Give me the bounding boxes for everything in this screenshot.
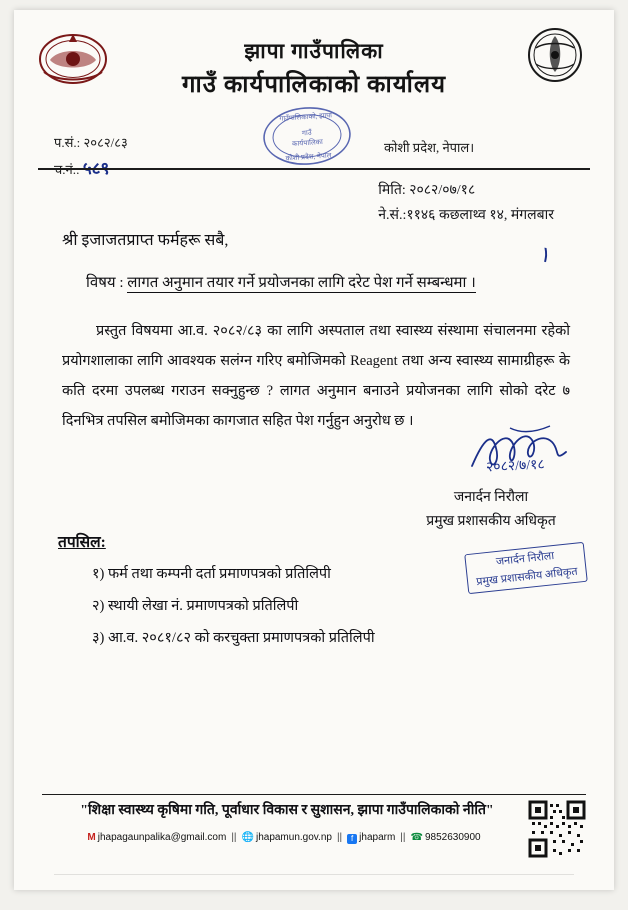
province-text: कोशी प्रदेश, नेपाल। bbox=[384, 140, 475, 155]
phone-icon: ☎ bbox=[410, 832, 423, 843]
facebook-icon: f bbox=[347, 834, 357, 844]
contact-separator-3: || bbox=[400, 832, 406, 843]
gregorian-date-line bbox=[378, 178, 554, 203]
office-name: गाउँ कार्यपालिकाको कार्यालय bbox=[181, 72, 447, 98]
ref-label-2: च.नं.: bbox=[54, 162, 80, 177]
date-value: २०८२/०७/१८ bbox=[409, 183, 476, 198]
nepal-emblem-right-icon bbox=[518, 24, 592, 86]
reference-line-1 bbox=[54, 132, 128, 154]
reference-block bbox=[54, 132, 128, 181]
letter-body: प्रस्तुत विषयमा आ.व. २०८२/८३ का लागि अस्पताल तथा स्वास्थ्य संस्थामा संचालनमा रहेको प्रयोगशालाका लागि आवश्यक सलंग्न गरिए बमोजिमको Reagent तथा अन्य स्वास्थ्य सामाग्रीहरू के कति दरमा उपलब्ध गराउन सक्नुहुन्छ ? लागत अनुमान बनाउने प्रयोजनका लागि सोको दरेट ७ दिनभित्र तपसिल बमोजिमका कागजात सहित पेश गर्नुहुन अनुरोध छ । bbox=[62, 323, 570, 429]
officer-blue-stamp bbox=[464, 542, 588, 594]
date-block bbox=[378, 178, 554, 228]
subject-line bbox=[86, 272, 476, 292]
date-label: मिति: bbox=[378, 183, 406, 198]
pen-mark-icon: ۱ bbox=[537, 241, 555, 268]
signer-name: जनार्दन निरौला bbox=[453, 490, 529, 505]
office-round-stamp bbox=[259, 102, 355, 170]
stamp-line-1: जनार्दन निरौला bbox=[495, 550, 555, 569]
svg-text:गाउँपालिकाको, झापा: गाउँपालिकाको, झापा bbox=[279, 111, 333, 123]
globe-icon: 🌐 bbox=[241, 832, 254, 843]
footer-website: jhapamun.gov.np bbox=[255, 832, 332, 843]
footer-phone: 9852630900 bbox=[424, 832, 481, 843]
ref-label-1: प.सं.: bbox=[54, 135, 81, 150]
footer-contacts bbox=[50, 832, 518, 844]
stamp-line-2: प्रमुख प्रशासकीय अधिकृत bbox=[475, 565, 579, 589]
ref-value-2: ५८९ bbox=[82, 159, 110, 178]
subject-label: विषय : bbox=[86, 275, 124, 291]
letter-sheet bbox=[14, 10, 614, 890]
office-title bbox=[114, 36, 514, 102]
salutation: श्री इजाजतप्राप्त फर्महरू सबै, bbox=[62, 232, 229, 249]
signer-designation: प्रमुख प्रशासकीय अधिकृत bbox=[426, 514, 556, 529]
signature-date: २०८२/७/१८ bbox=[485, 457, 546, 476]
nepal-emblem-left-icon bbox=[36, 26, 110, 88]
svg-text:कार्यपालिका: कार्यपालिका bbox=[291, 137, 324, 149]
subject-text: लागत अनुमान तयार गर्ने प्रयोजनका लागि दरेट पेश गर्ने सम्बन्धमा । bbox=[127, 275, 476, 291]
municipality-name: झापा गाउँपालिका bbox=[244, 39, 384, 63]
footer-facebook: jhaparm bbox=[359, 832, 396, 843]
svg-text:गाउँ: गाउँ bbox=[301, 128, 312, 138]
qr-code bbox=[528, 800, 586, 858]
svg-text:कोशी प्रदेश, नेपाल: कोशी प्रदेश, नेपाल bbox=[285, 151, 332, 163]
footer-slogan: "शिक्षा स्वास्थ्य कृषिमा गति, पूर्वाधार विकास र सुशासन, झापा गाउँपालिकाको नीति" bbox=[80, 803, 494, 818]
annex-title: तपसिल: bbox=[58, 534, 106, 551]
annex-list bbox=[92, 558, 375, 654]
footer-divider bbox=[42, 794, 586, 795]
nepal-sambat-line: ने.सं.:११४६ कछलाथ्व १४, मंगलबार bbox=[378, 208, 554, 223]
gmail-icon: M bbox=[87, 832, 96, 843]
list-item: १) फर्म तथा कम्पनी दर्ता प्रमाणपत्रको प्रतिलिपी bbox=[92, 566, 331, 582]
list-item: २) स्थायी लेखा नं. प्रमाणपत्रको प्रतिलिपी bbox=[92, 598, 299, 614]
header-divider bbox=[38, 168, 590, 170]
footer-email: jhapagaunpalika@gmail.com bbox=[97, 832, 227, 843]
bottom-edge-line bbox=[54, 874, 574, 875]
signer-block bbox=[414, 486, 568, 534]
ref-value-1: २०८२/८३ bbox=[83, 135, 128, 150]
list-item: ३) आ.व. २०८१/८२ को करचुक्ता प्रमाणपत्रको प्रतिलिपी bbox=[92, 630, 375, 646]
contact-separator-1: || bbox=[231, 832, 237, 843]
contact-separator-2: || bbox=[336, 832, 343, 843]
